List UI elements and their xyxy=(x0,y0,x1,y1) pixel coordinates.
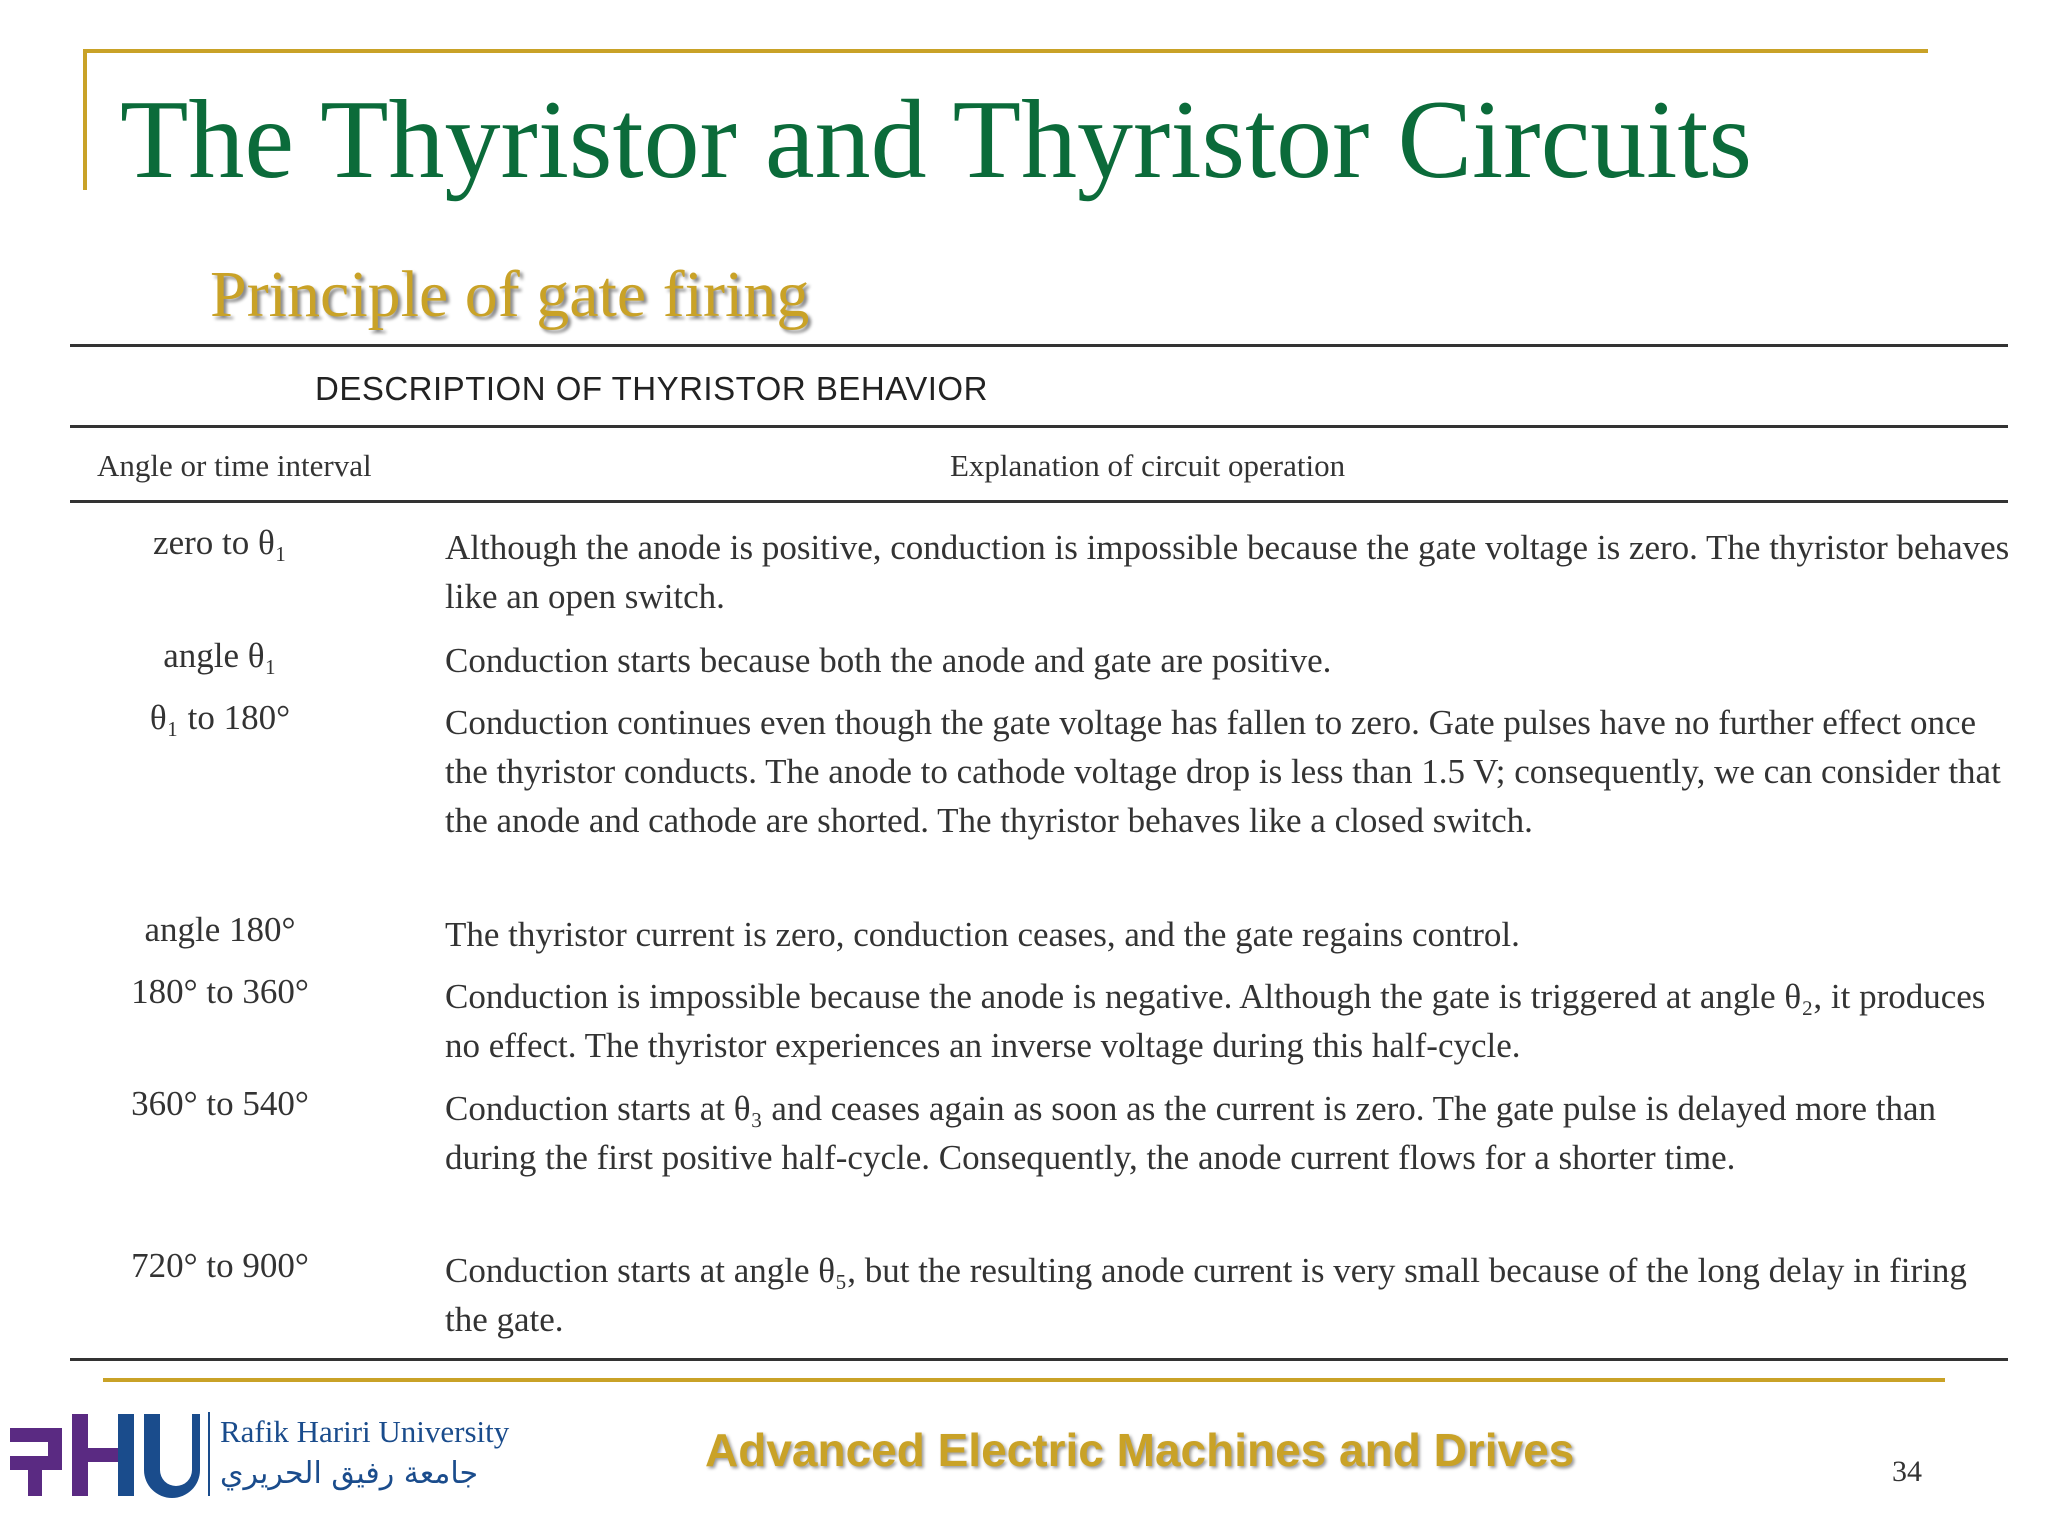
footer-rule xyxy=(103,1378,1945,1382)
table-title-rule xyxy=(70,425,2008,428)
page-number: 34 xyxy=(1892,1455,1922,1488)
row-explanation: Although the anode is positive, conduction is impossible because the gate voltage is zero. The thyristor behaves like an open switch. xyxy=(445,528,2010,616)
row-angle: 360° to 540° xyxy=(131,1084,309,1123)
table-bottom-rule xyxy=(70,1358,2008,1361)
university-name-arabic: جامعة رفيق الحريري xyxy=(220,1456,479,1491)
table-title: DESCRIPTION OF THYRISTOR BEHAVIOR xyxy=(315,370,988,407)
row-angle: angle 180° xyxy=(144,910,296,949)
row-angle: 180° to 360° xyxy=(131,972,309,1011)
left-frame-line xyxy=(83,49,87,190)
row-angle: 720° to 900° xyxy=(131,1246,309,1285)
row-angle: zero to θ₁ xyxy=(153,523,287,562)
course-title: Advanced Electric Machines and Drives xyxy=(705,1424,1575,1476)
table-top-rule xyxy=(70,344,2008,347)
column-header-angle: Angle or time interval xyxy=(97,448,372,483)
university-name-english: Rafik Hariri University xyxy=(220,1414,510,1449)
slide-title: The Thyristor and Thyristor Circuits xyxy=(120,78,1753,202)
row-explanation: Conduction starts at angle θ₅, but the resulting anode current is very small because of the long delay in firing the gate. xyxy=(445,1251,1967,1339)
rhu-logo-icon xyxy=(10,1408,200,1500)
header-rule xyxy=(70,500,2008,503)
university-logo xyxy=(10,1408,570,1500)
row-explanation: Conduction starts at θ₃ and ceases again as soon as the current is zero. The gate pulse is delayed more than during the first positive half-cycle. Consequently, the anode current flows for a shorter time. xyxy=(445,1089,1937,1177)
row-angle: angle θ₁ xyxy=(163,636,277,675)
row-angle: θ₁ to 180° xyxy=(149,698,291,737)
slide-subtitle: Principle of gate firing xyxy=(210,258,810,331)
row-explanation: Conduction starts because both the anode and gate are positive. xyxy=(445,641,1332,680)
logo-divider xyxy=(208,1412,210,1496)
column-header-explanation: Explanation of circuit operation xyxy=(950,448,1346,483)
row-explanation: The thyristor current is zero, conduction ceases, and the gate regains control. xyxy=(445,915,1520,954)
top-frame-line xyxy=(83,49,1928,53)
row-explanation: Conduction is impossible because the anode is negative. Although the gate is triggered at angle θ₂, it produces no effect. The thyristor experiences an inverse voltage during this half-cycle. xyxy=(445,977,1986,1065)
row-explanation: Conduction continues even though the gate voltage has fallen to zero. Gate pulses have no further effect once the thyristor conducts. The anode to cathode voltage drop is less than 1.5 V; consequently, we can consider that the anode and cathode are shorted. The thyristor behaves like a closed switch. xyxy=(445,703,2001,840)
